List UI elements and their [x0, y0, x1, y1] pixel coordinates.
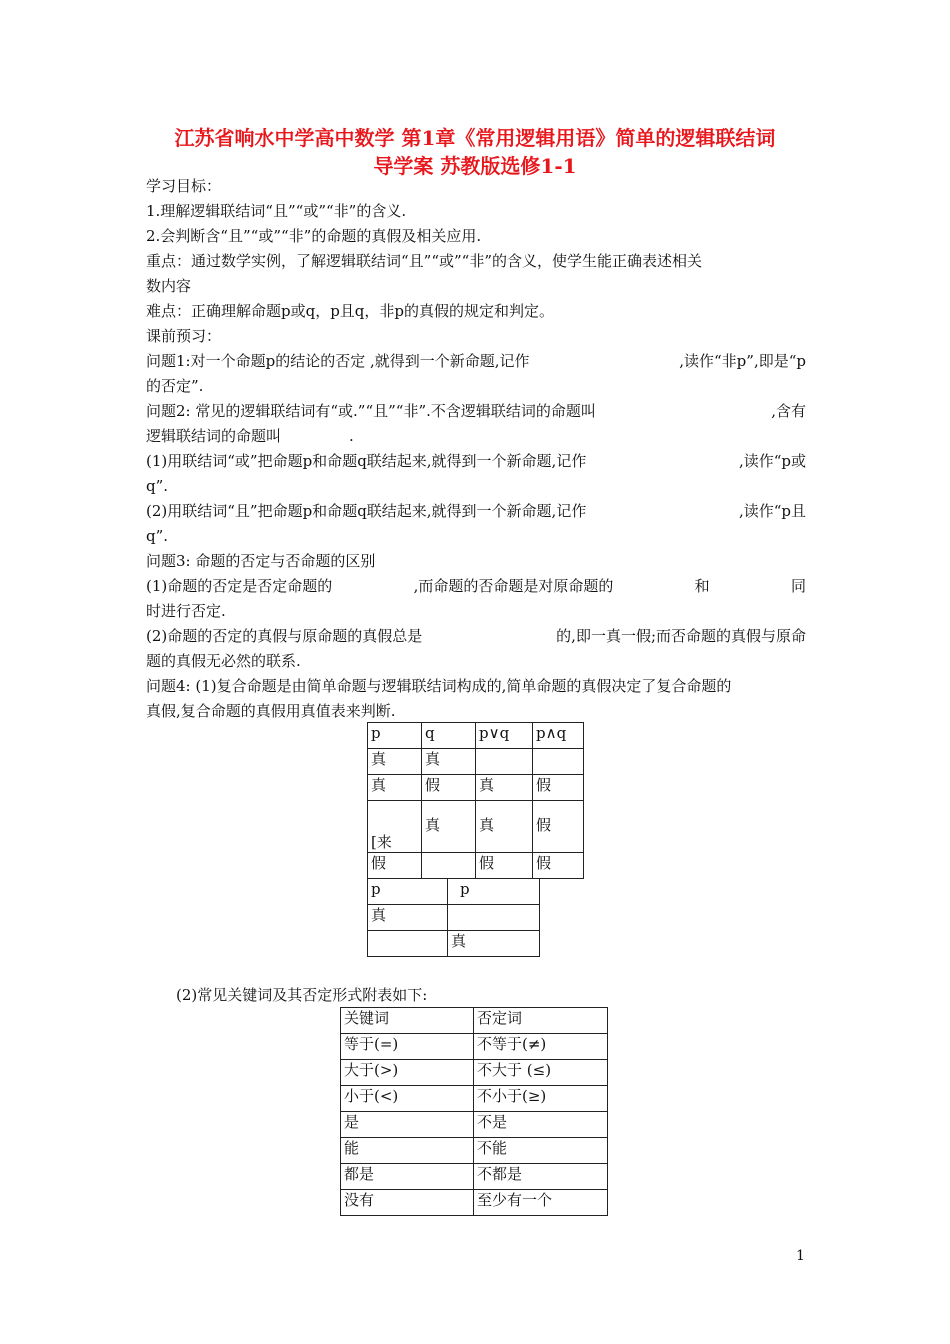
table-row — [341, 1190, 608, 1216]
question-1-end: 的否定”. — [146, 377, 204, 395]
question-2-1-end: q”. — [146, 477, 169, 495]
table-row — [368, 905, 540, 931]
table-row — [368, 775, 584, 801]
table-cell — [422, 853, 476, 879]
question-4-line-1: 问题4: (1)复合命题是由简单命题与逻辑联结词构成的,简单命题的真假决定了复合命题的 — [146, 677, 732, 695]
question-2-1-line — [146, 451, 806, 471]
table-cell: 不小于(≥) — [474, 1086, 608, 1112]
table-row — [341, 1086, 608, 1112]
table-cell — [476, 749, 533, 775]
header-cell: p — [368, 879, 448, 905]
keyword-table-header — [341, 1008, 608, 1034]
table-row — [341, 1138, 608, 1164]
table-cell: 不等于(≠) — [474, 1034, 608, 1060]
question-2-line — [146, 401, 806, 421]
table-cell: 大于(>) — [341, 1060, 474, 1086]
table-row — [341, 1060, 608, 1086]
question-3-1-and: 和 — [694, 577, 710, 595]
title-line-1: 江苏省响水中学高中数学 第1章《常用逻辑用语》简单的逻辑联结词 — [174, 126, 776, 150]
question-2-1-tail: ,读作“p或 — [738, 452, 806, 470]
table-cell: 能 — [341, 1138, 474, 1164]
key-points-line-1: 重点：通过数学实例，了解逻辑联结词“且”“或”“非”的含义，使学生能正确表述相关 — [146, 252, 703, 270]
question-2-end: 逻辑联结词的命题叫 . — [146, 427, 354, 445]
title-line-2: 导学案 苏教版选修1-1 — [373, 154, 577, 178]
question-1-text: 问题1:对一个命题p的结论的否定 ,就得到一个新命题,记作 — [146, 352, 530, 370]
question-3-2-tail: 的,即一真一假;而否命题的真假与原命 — [556, 627, 806, 645]
table-cell: 假 — [533, 801, 584, 853]
question-2-1-text: (1)用联结词“或”把命题p和命题q联结起来,就得到一个新命题,记作 — [146, 452, 587, 470]
keyword-table-intro: (2)常见关键词及其否定形式附表如下: — [176, 986, 428, 1004]
question-1-line — [146, 351, 806, 371]
question-2-tail: ,含有 — [771, 402, 806, 420]
question-4-line-2: 真假,复合命题的真假用真值表来判断. — [146, 702, 396, 720]
table-row — [368, 749, 584, 775]
table-row — [341, 1034, 608, 1060]
question-3-1-end: 时进行否定. — [146, 602, 226, 620]
page-number: 1 — [796, 1248, 805, 1264]
table-cell: 假 — [533, 853, 584, 879]
question-3-1-mid: ,而命题的否命题是对原命题的 — [413, 577, 614, 595]
question-3-1-text: (1)命题的否定是否定命题的 — [146, 577, 333, 595]
question-3-heading: 问题3: 命题的否定与否命题的区别 — [146, 552, 376, 570]
objective-1: 1.理解逻辑联结词“且”“或”“非”的含义. — [146, 202, 407, 220]
table-cell: [来 — [368, 801, 422, 853]
question-3-2-text: (2)命题的否定的真假与原命题的真假总是 — [146, 627, 423, 645]
question-3-2-end: 题的真假无必然的联系. — [146, 652, 301, 670]
negation-table-header — [368, 879, 540, 905]
table-cell: 不是 — [474, 1112, 608, 1138]
table-row — [341, 1164, 608, 1190]
table-cell: 真 — [368, 905, 448, 931]
truth-table — [367, 722, 584, 879]
header-cell: p — [448, 879, 540, 905]
question-3-1-same: 同 — [790, 577, 806, 595]
table-cell: 真 — [422, 801, 476, 853]
table-cell — [448, 905, 540, 931]
table-row — [368, 853, 584, 879]
table-cell: 等于(=) — [341, 1034, 474, 1060]
table-row — [368, 801, 584, 853]
table-cell — [368, 931, 448, 957]
question-3-1-line — [146, 576, 806, 596]
objectives-heading: 学习目标： — [146, 177, 222, 195]
table-cell: 是 — [341, 1112, 474, 1138]
header-cell: q — [422, 723, 476, 749]
table-cell: 真 — [448, 931, 540, 957]
table-row — [368, 931, 540, 957]
question-1-tail: ,读作“非p”,即是“p — [679, 352, 806, 370]
table-cell: 不大于 (≤) — [474, 1060, 608, 1086]
table-cell: 真 — [368, 775, 422, 801]
question-2-2-text: (2)用联结词“且”把命题p和命题q联结起来,就得到一个新命题,记作 — [146, 502, 587, 520]
table-cell — [533, 749, 584, 775]
negation-table — [367, 878, 540, 957]
table-cell: 都是 — [341, 1164, 474, 1190]
keyword-table — [340, 1007, 608, 1216]
table-cell: 真 — [368, 749, 422, 775]
table-cell: 假 — [422, 775, 476, 801]
objective-2: 2.会判断含“且”“或”“非”的命题的真假及相关应用. — [146, 227, 482, 245]
table-cell: 没有 — [341, 1190, 474, 1216]
preview-heading: 课前预习： — [146, 327, 222, 345]
table-cell: 不能 — [474, 1138, 608, 1164]
key-points-line-2: 数内容 — [146, 277, 192, 295]
header-cell: p∧q — [533, 723, 584, 749]
table-cell: 假 — [476, 853, 533, 879]
table-cell: 真 — [476, 775, 533, 801]
question-3-2-line — [146, 626, 806, 646]
question-2-2-line — [146, 501, 806, 521]
difficulty-line: 难点：正确理解命题p或q，p且q，非p的真假的规定和判定。 — [146, 302, 555, 320]
table-cell: 至少有一个 — [474, 1190, 608, 1216]
table-cell: 假 — [533, 775, 584, 801]
header-cell: 否定词 — [474, 1008, 608, 1034]
question-2-text: 问题2: 常见的逻辑联结词有“或.”“且”“非”.不含逻辑联结词的命题叫 — [146, 402, 596, 420]
header-cell: 关键词 — [341, 1008, 474, 1034]
table-cell: 小于(<) — [341, 1086, 474, 1112]
table-cell: 不都是 — [474, 1164, 608, 1190]
truth-table-header — [368, 723, 584, 749]
document-title — [120, 124, 830, 180]
question-2-2-end: q”. — [146, 527, 169, 545]
header-cell: p — [368, 723, 422, 749]
header-cell: p∨q — [476, 723, 533, 749]
table-cell: 真 — [422, 749, 476, 775]
table-cell: 假 — [368, 853, 422, 879]
question-2-2-tail: ,读作“p且 — [738, 502, 806, 520]
table-row — [341, 1112, 608, 1138]
table-cell: 真 — [476, 801, 533, 853]
